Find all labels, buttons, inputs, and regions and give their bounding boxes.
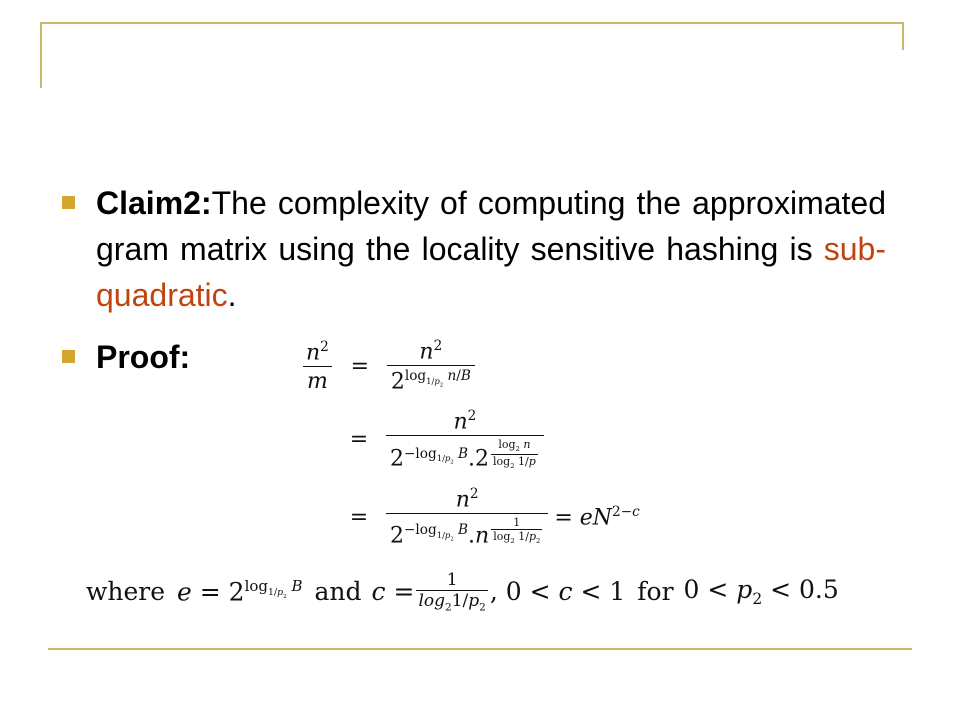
rhs-result: = $eN^{2-c}$ xyxy=(554,504,640,531)
top-rule xyxy=(40,22,904,24)
proof-equation xyxy=(302,338,722,558)
right-tick-rule xyxy=(902,22,904,50)
where-clause: where $e = 2^{log_{1/p_2} B}$ and c = $\frac{1}{\log_21/p_2}$ , 0 < c < 1 for $0 < p_2 < 0.5$ xyxy=(86,570,839,614)
equation-row-1: $\frac{n^2}{m}$ = $\frac{n^2}{2^{log_{1/p_2} n/B}}$ xyxy=(302,338,475,395)
where-word: where xyxy=(86,577,166,607)
claim-label: Claim2: xyxy=(96,185,212,221)
claim-end: . xyxy=(227,277,237,313)
lhs-fraction: $\frac{n^2}{m}$ xyxy=(302,339,333,394)
c-fraction: $\frac{1}{\log_21/p_2}$ xyxy=(418,570,486,614)
rhs-fraction-3: $n^2$ $2^{-log_{1/p_2} B}.n$ $^{\frac{1}{\log_2 1/p_2}}$ xyxy=(386,486,548,549)
bullet-square-icon xyxy=(62,350,75,363)
rhs-fraction-2: $n^2$ $2^{-log_{1/p_2} B}.2$ $^{\frac{\log_2 n}{\log_2 1/p}}$ xyxy=(386,408,544,472)
claim-highlight: sub-quadratic xyxy=(96,231,886,313)
equation-row-3: = $n^2$ $2^{-log_{1/p_2} B}.n$ $^{\frac{1}{\log_2 1/p_2}}$ = $eN^{2-c}$ xyxy=(349,486,640,549)
rhs-fraction-1: $\frac{n^2}{2^{log_{1/p_2} n/B}}$ xyxy=(387,338,475,395)
left-rule xyxy=(40,22,42,88)
bottom-rule xyxy=(48,648,912,650)
for-word: for xyxy=(637,577,674,607)
claim-paragraph xyxy=(96,180,886,318)
and-word: and xyxy=(314,577,362,607)
proof-label: Proof: xyxy=(96,339,191,375)
equation-row-2: = $n^2$ $2^{-log_{1/p_2} B}.2$ $^{\frac{\log_2 n}{\log_2 1/p}}$ xyxy=(332,408,544,472)
bullet-square-icon xyxy=(62,196,75,209)
claim-text: The complexity of computing the approximated gram matrix using the locality sensitive hashing is xyxy=(96,185,886,267)
